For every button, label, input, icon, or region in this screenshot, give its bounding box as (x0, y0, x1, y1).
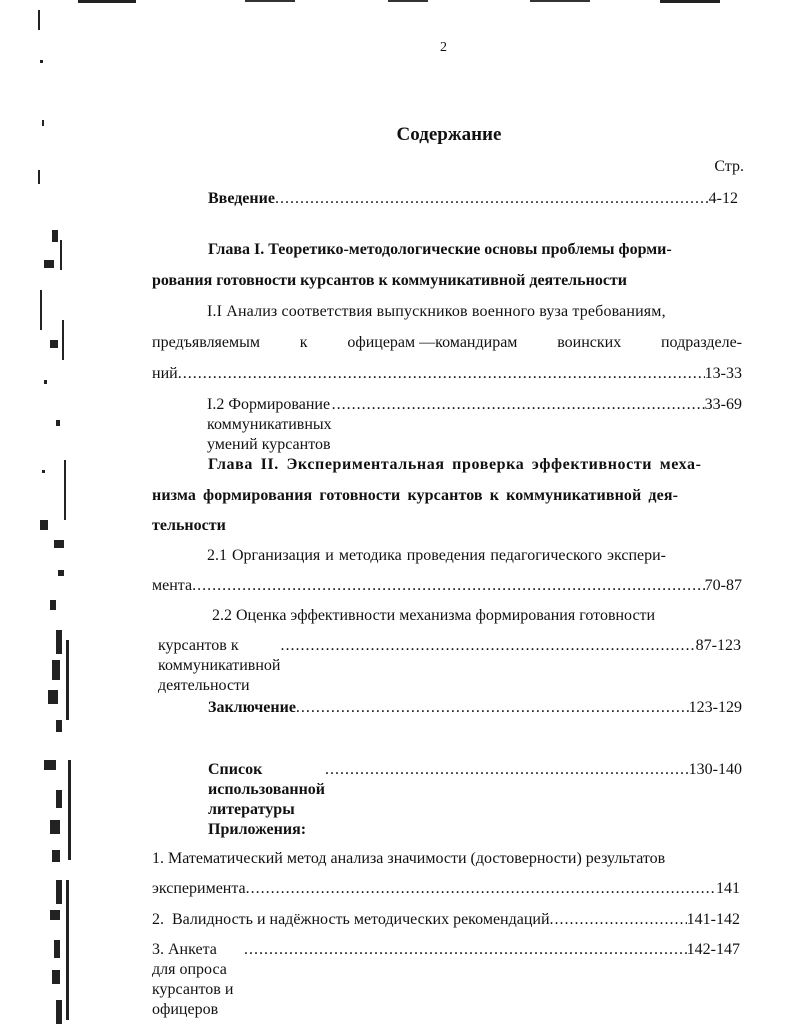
toc-entry-label: эксперимента (152, 880, 246, 897)
appendix2 (152, 910, 740, 930)
chapter2-section1-line1: 2.1 Организация и методика проведения педагогического экспери- (207, 547, 666, 564)
appendix3 (152, 940, 740, 1020)
chapter1-section1-line3 (152, 364, 742, 384)
toc-entry-conclusion (208, 698, 742, 718)
toc-leader-dots (280, 636, 695, 656)
toc-entry-label: курсантов к коммуникативной деятельности (158, 637, 281, 694)
toc-leader-dots (192, 576, 705, 596)
toc-entry-pages: 13-33 (704, 365, 742, 382)
chapter1-section1-line1: I.I Анализ соответствия выпускников военного вуза требованиям, (207, 303, 666, 320)
toc-leader-dots (296, 698, 689, 718)
toc-entry-label: ний (152, 365, 178, 382)
appendix1-line1: 1. Математический метод анализа значимости (достоверности) результатов (152, 850, 666, 867)
toc-leader-dots (325, 760, 689, 780)
page-number: 2 (440, 40, 447, 55)
toc-entry-pages: 123-129 (688, 699, 742, 716)
toc-entry-pages: 142-147 (686, 941, 740, 958)
toc-leader-dots (550, 910, 687, 930)
scan-top-edge-marks (0, 0, 799, 6)
chapter2-section2-line1: 2.2 Оценка эффективности механизма формирования готовности (212, 607, 656, 624)
toc-entry-label: Введение (208, 190, 275, 207)
chapter2-heading-line3: тельности (152, 517, 226, 534)
toc-entry-label: 3. Анкета для опроса курсантов и офицеров (152, 941, 234, 1018)
page-title: Содержание (396, 124, 502, 145)
appendix1-line2 (152, 879, 740, 899)
chapter2-heading-line2: низма формирования готовности курсантов к коммуникативной дея- (152, 487, 679, 504)
appendices-heading: Приложения: (208, 821, 307, 838)
chapter2-heading-line1: Глава II. Экспериментальная проверка эффективности меха- (208, 456, 702, 473)
word: офицерам —командирам (347, 334, 518, 351)
page-column-label: Стр. (714, 158, 744, 175)
toc-entry-label: I.2 Формирование коммуникативных умений курсантов (207, 396, 332, 453)
toc-entry-pages: 141 (716, 880, 740, 897)
toc-leader-dots (246, 879, 716, 899)
toc-entry-pages: 130-140 (688, 761, 742, 778)
toc-entry-label: мента (152, 577, 193, 594)
toc-leader-dots (178, 364, 705, 384)
scan-margin-noise (0, 0, 75, 1034)
chapter2-section2-line2 (158, 636, 741, 696)
chapter1-section2 (207, 395, 742, 455)
toc-leader-dots (275, 189, 709, 209)
word: к (299, 334, 308, 351)
toc-entry-label: Заключение (208, 699, 296, 716)
toc-entry-references (208, 760, 742, 820)
toc-entry-pages: 33-69 (704, 396, 742, 413)
chapter2-section1-line2 (152, 576, 742, 596)
word: предъявляемым (152, 334, 261, 351)
toc-entry-intro (208, 189, 738, 209)
toc-entry-pages: 70-87 (704, 577, 742, 594)
word: подразделе- (660, 334, 742, 351)
chapter1-heading-line2: рования готовности курсантов к коммуникативной деятельности (152, 272, 627, 289)
word: воинских (557, 334, 622, 351)
chapter1-section1-line2 (152, 333, 742, 353)
chapter1-heading-text: Глава I. Теоретико-методологические основы проблемы форми- (208, 241, 672, 258)
toc-entry-label: 2. Валидность и надёжность методических рекомендаций (152, 911, 550, 928)
chapter1-heading-line1 (208, 240, 743, 260)
toc-entry-pages: 141-142 (686, 911, 740, 928)
toc-leader-dots (332, 395, 705, 415)
toc-entry-pages: 87-123 (695, 637, 741, 654)
toc-leader-dots (244, 940, 687, 960)
toc-entry-pages: 4-12 (708, 190, 738, 207)
toc-entry-label: Список использованной литературы (208, 761, 325, 818)
